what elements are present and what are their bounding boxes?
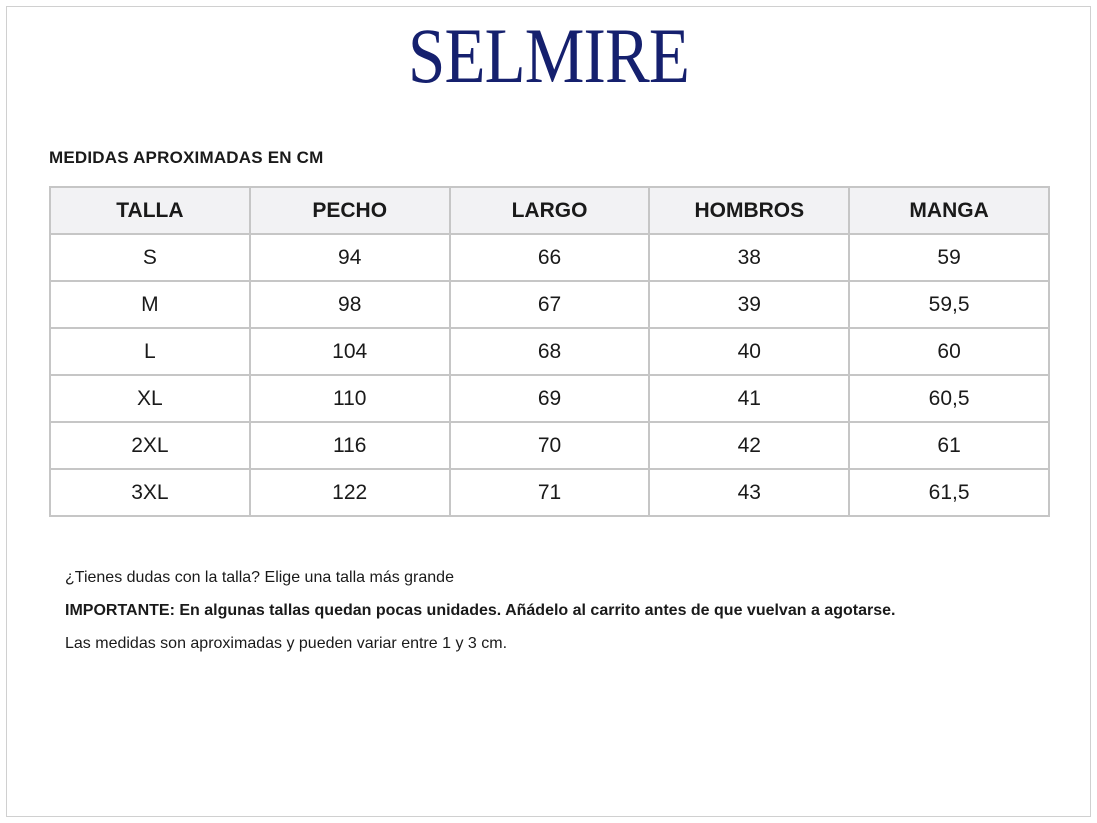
cell-hombros: 42: [649, 422, 849, 469]
cell-talla: 2XL: [50, 422, 250, 469]
table-row: [50, 281, 1049, 328]
cell-manga: 60,5: [849, 375, 1049, 422]
cell-talla: M: [50, 281, 250, 328]
cell-pecho: 110: [250, 375, 450, 422]
cell-hombros: 40: [649, 328, 849, 375]
cell-hombros: 43: [649, 469, 849, 516]
cell-largo: 67: [450, 281, 650, 328]
header-manga: MANGA: [849, 187, 1049, 234]
header-hombros: HOMBROS: [649, 187, 849, 234]
cell-pecho: 122: [250, 469, 450, 516]
cell-largo: 68: [450, 328, 650, 375]
table-header-row: [50, 187, 1049, 234]
section-title: MEDIDAS APROXIMADAS EN CM: [49, 148, 324, 167]
header-pecho: PECHO: [250, 187, 450, 234]
important-notice: IMPORTANTE: En algunas tallas quedan pocas unidades. Añádelo al carrito antes de que vuelvan a agotarse.: [65, 602, 896, 619]
cell-manga: 60: [849, 328, 1049, 375]
cell-hombros: 38: [649, 234, 849, 281]
brand-logo: SELMIRE: [408, 12, 689, 99]
size-table: [49, 186, 1050, 517]
cell-pecho: 94: [250, 234, 450, 281]
size-tip-text: ¿Tienes dudas con la talla? Elige una talla más grande: [65, 569, 454, 586]
cell-largo: 69: [450, 375, 650, 422]
cell-talla: L: [50, 328, 250, 375]
cell-manga: 61,5: [849, 469, 1049, 516]
cell-pecho: 98: [250, 281, 450, 328]
header-talla: TALLA: [50, 187, 250, 234]
cell-pecho: 104: [250, 328, 450, 375]
cell-talla: XL: [50, 375, 250, 422]
header-largo: LARGO: [450, 187, 650, 234]
disclaimer-text: Las medidas son aproximadas y pueden variar entre 1 y 3 cm.: [65, 635, 508, 652]
table-row: [50, 422, 1049, 469]
table-row: [50, 328, 1049, 375]
cell-talla: S: [50, 234, 250, 281]
cell-manga: 61: [849, 422, 1049, 469]
cell-largo: 70: [450, 422, 650, 469]
cell-hombros: 39: [649, 281, 849, 328]
table-row: [50, 375, 1049, 422]
table-row: [50, 469, 1049, 516]
cell-largo: 71: [450, 469, 650, 516]
cell-hombros: 41: [649, 375, 849, 422]
notes-block: [65, 568, 895, 667]
cell-manga: 59: [849, 234, 1049, 281]
cell-manga: 59,5: [849, 281, 1049, 328]
table-row: [50, 234, 1049, 281]
cell-largo: 66: [450, 234, 650, 281]
cell-pecho: 116: [250, 422, 450, 469]
cell-talla: 3XL: [50, 469, 250, 516]
